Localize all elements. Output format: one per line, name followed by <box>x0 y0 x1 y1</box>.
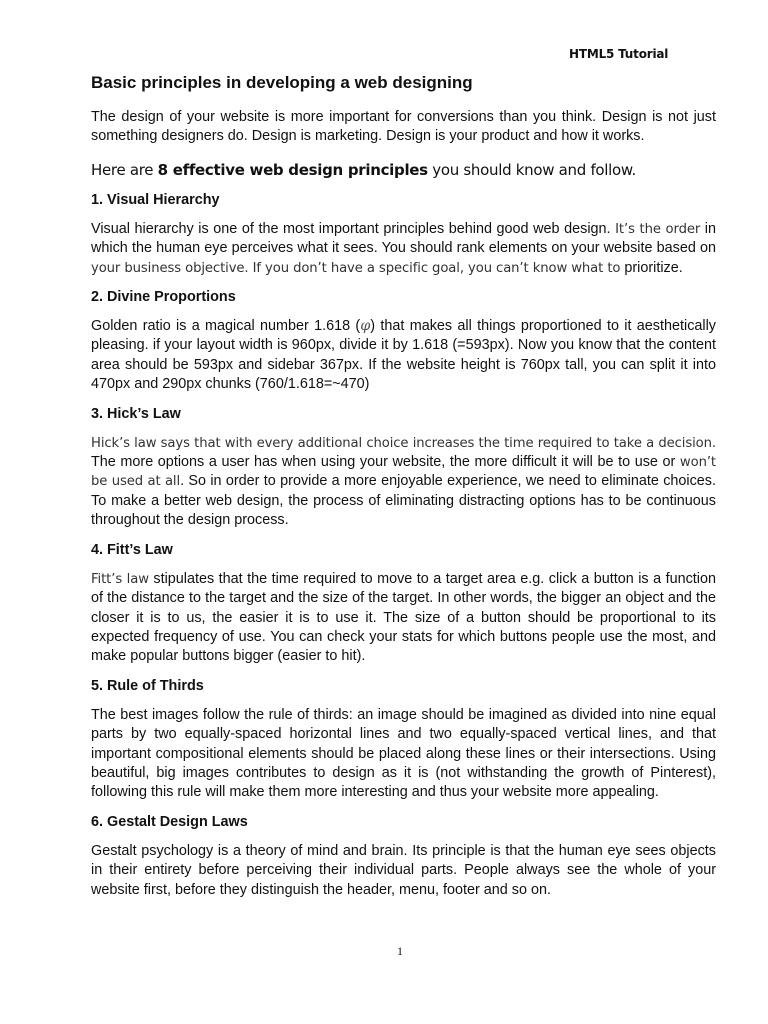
page-number: 1 <box>397 944 403 958</box>
section-heading: 3. Hick’s Law <box>91 405 181 422</box>
section-heading: 1. Visual Hierarchy <box>91 191 220 208</box>
body-text: stipulates that the time required to move to a target area e.g. click a button is a function of the distance to the target and the size of the target. In other words, the bigger an object and the closer it is to us, the easier it is to use it. The size of a button should be proportional to its expected frequency of use. You can check your stats for which buttons people use the most, and make popular buttons bigger (easier to hit). <box>91 570 716 665</box>
body-text-alt: Fitt’s law <box>91 571 149 587</box>
section-heading: 4. Fitt’s Law <box>91 541 173 558</box>
section-heading: 2. Divine Proportions <box>91 289 236 306</box>
body-text-alt: Hick’s law says that with every additional choice increases the time required to take a decision. <box>91 435 716 451</box>
section-hicks-law <box>91 405 716 531</box>
body-text: in which the human eye perceives what it sees. You should rank elements on your website based on <box>91 220 717 257</box>
section-fitts-law <box>91 541 716 667</box>
section-rule-of-thirds <box>91 677 716 803</box>
lead-suffix: you should know and follow. <box>427 160 636 179</box>
body-text: prioritize. <box>620 259 683 276</box>
document-content <box>91 72 716 910</box>
body-text: ) that makes all things proportioned to it aesthetically pleasing. if your layout width is 960px, divide it by 1.618 (=593px). Now you know that the content area should be 593px and sidebar 367px. If the website height is 760px tall, you can split it into 470px and 290px chunks (760/1.618=~470) <box>91 318 716 393</box>
section-body <box>91 434 716 531</box>
document-title: Basic principles in developing a web designing <box>91 73 473 92</box>
section-divine-proportions <box>91 288 716 395</box>
body-text-alt: won’t be used at all <box>91 455 716 490</box>
body-text-alt: your business objective. If you don’t have a specific goal, you can’t know what to <box>91 260 621 276</box>
body-text: The more options a user has when using your website, the more difficult it will be to use or <box>91 454 680 471</box>
section-body <box>91 220 716 278</box>
section-body: The best images follow the rule of thirds: an image should be imagined as divided into nine equal parts by two equally-spaced horizontal lines and two equally-spaced vertical lines, and that important compositional elements should be placed along these lines or their intersections. Using beautiful, big images contributes to design as it is (not withstanding the growth of Pinterest), following this rule will make them more interesting and thus your website more appealing. <box>91 706 716 801</box>
intro-paragraph: The design of your website is more important for conversions than you think. Design is not just something designers do. Design is marketing. Design is your product and how it works. <box>91 109 716 145</box>
body-text-alt: It’s the order <box>615 221 701 237</box>
section-body <box>91 570 716 667</box>
lead-bold: 8 effective web design principles <box>157 160 428 179</box>
running-header: HTML5 Tutorial <box>569 47 669 61</box>
body-text: Visual hierarchy is one of the most important principles behind good web design. <box>91 220 616 237</box>
section-body <box>91 317 716 395</box>
phi-symbol: φ <box>360 318 371 335</box>
body-text: . So in order to provide a more enjoyable experience, we need to eliminate choices. To make a better web design, the process of eliminating distracting options has to be continuous throughout the design process. <box>91 473 716 529</box>
section-heading: 5. Rule of Thirds <box>91 677 204 694</box>
body-text: Golden ratio is a magical number 1.618 ( <box>91 318 361 335</box>
lead-prefix: Here are <box>91 160 158 179</box>
section-body: Gestalt psychology is a theory of mind and brain. Its principle is that the human eye sees objects in their entirety before perceiving their individual parts. People always see the whole of your website first, before they distinguish the header, menu, footer and so on. <box>91 842 716 898</box>
lead-sentence <box>91 159 716 181</box>
section-gestalt-design-laws <box>91 813 716 900</box>
section-heading: 6. Gestalt Design Laws <box>91 813 248 830</box>
section-visual-hierarchy <box>91 191 716 278</box>
